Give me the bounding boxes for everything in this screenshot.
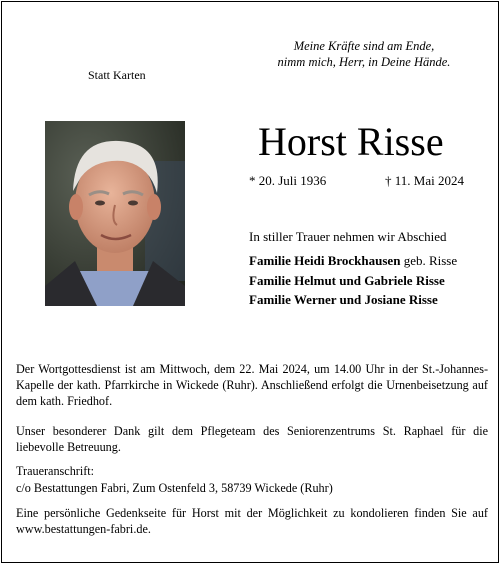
address-text: c/o Bestattungen Fabri, Zum Ostenfeld 3, 58739 Wickede (Ruhr) bbox=[16, 481, 333, 495]
family-line-2 bbox=[249, 273, 445, 289]
deceased-name: Horst Risse bbox=[258, 119, 444, 164]
family-name: Familie Werner und Josiane Risse bbox=[249, 292, 438, 307]
family-suffix: geb. Risse bbox=[400, 253, 458, 268]
bible-quote bbox=[244, 38, 484, 70]
service-paragraph: Der Wortgottesdienst ist am Mittwoch, dem 22. Mai 2024, um 14.00 Uhr in der St.-Johannes-Kapelle der kath. Pfarrkirche in Wickede (Ruhr). Anschließend erfolgt die Urnenbeisetzung auf dem kath. Friedhof. bbox=[16, 362, 488, 408]
thanks-paragraph: Unser besonderer Dank gilt dem Pflegeteam des Seniorenzentrums St. Raphael für die liebevolle Betreuung. bbox=[16, 424, 488, 454]
family-line-1 bbox=[249, 253, 457, 269]
portrait-photo bbox=[45, 121, 185, 306]
address-label: Traueranschrift: bbox=[16, 464, 95, 478]
quote-line-2: nimm mich, Herr, in Deine Hände. bbox=[277, 55, 451, 69]
quote-line-1: Meine Kräfte sind am Ende, bbox=[293, 39, 435, 53]
death-date: † 11. Mai 2024 bbox=[385, 173, 464, 188]
statt-karten-label: Statt Karten bbox=[88, 68, 146, 82]
birth-date: * 20. Juli 1936 bbox=[249, 173, 327, 188]
family-name: Familie Helmut und Gabriele Risse bbox=[249, 273, 445, 288]
family-name: Familie Heidi Brockhausen bbox=[249, 253, 401, 268]
family-line-3 bbox=[249, 292, 438, 308]
mourning-heading: In stiller Trauer nehmen wir Abschied bbox=[249, 229, 447, 244]
memorial-paragraph: Eine persönliche Gedenkseite für Horst mit der Möglichkeit zu kondolieren finden Sie auf www.bestattungen-fabri.de. bbox=[16, 506, 488, 536]
